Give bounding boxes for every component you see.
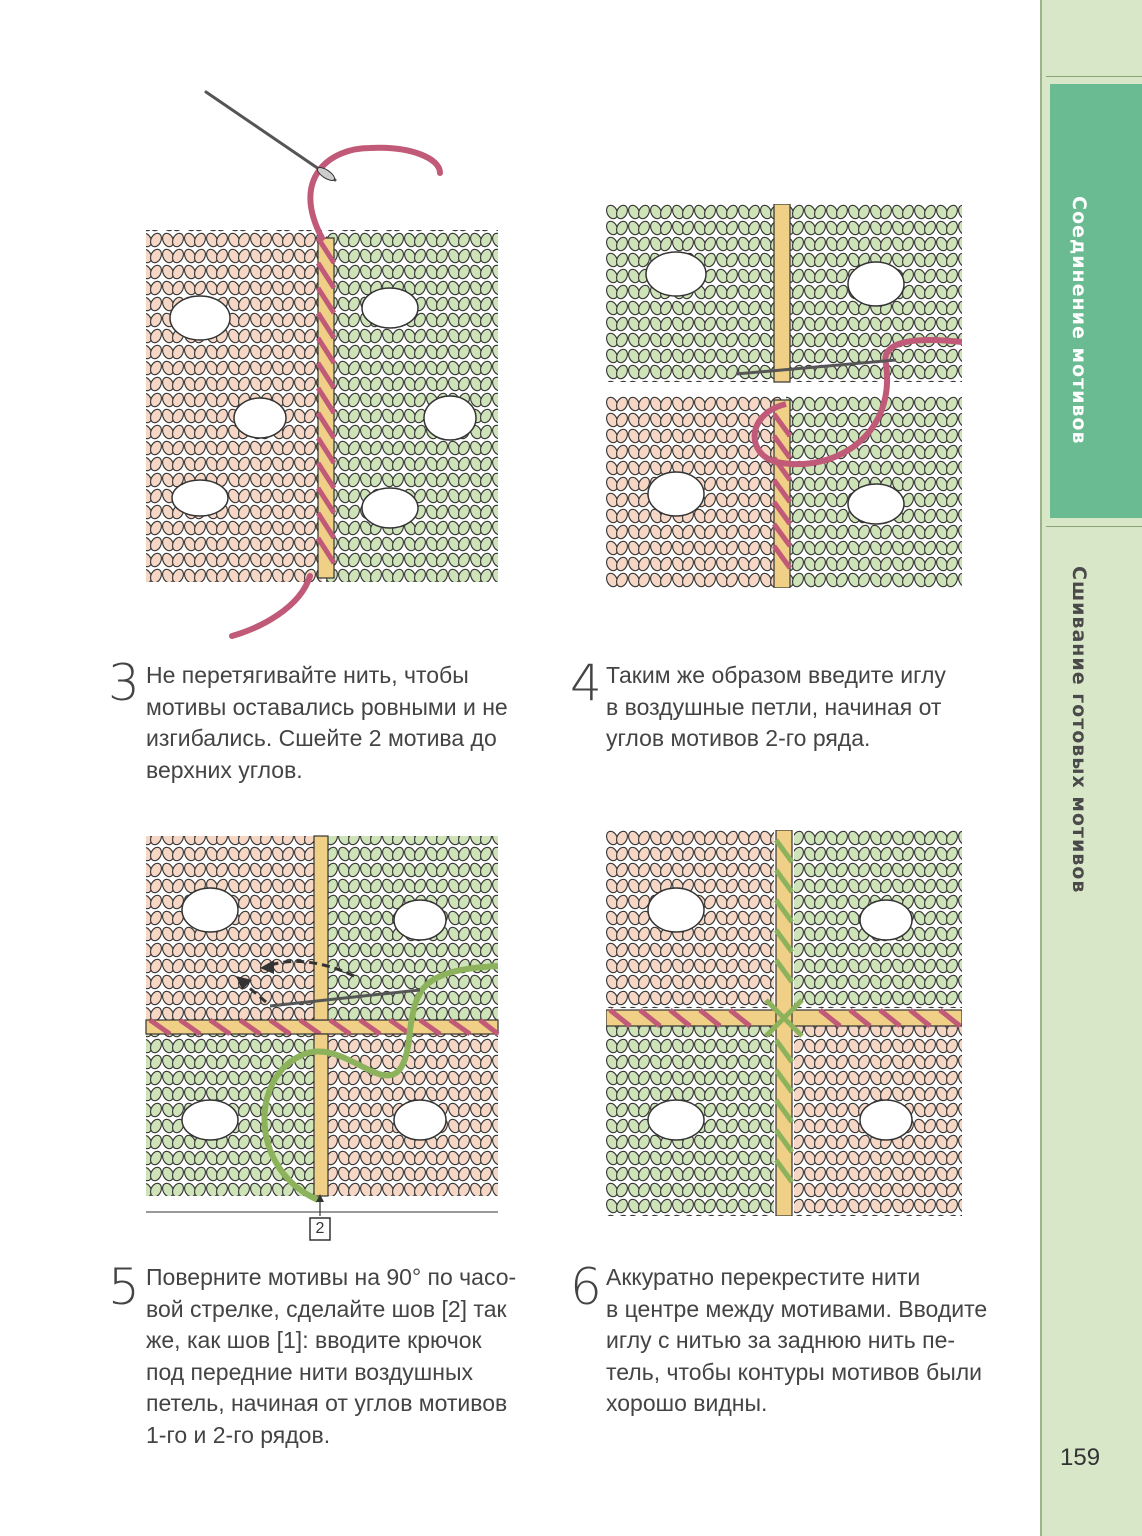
sidebar-divider (1046, 526, 1142, 527)
figure-step-5 (140, 830, 510, 1244)
step-4-number: 4 (570, 654, 602, 712)
step-4-caption: Таким же образом введите иглу в воздушные петли, начиная от углов мотивов 2-го ряда. (606, 662, 946, 751)
step-3-caption: Не перетягивайте нить, чтобы мотивы оставались ровными и не изгибались. Сшейте 2 мотива до верхних углов. (146, 662, 508, 783)
step-5-number: 5 (108, 1258, 140, 1316)
sidebar-tab-active-label: Соединение мотивов (1068, 196, 1090, 445)
figure-step-3 (140, 88, 510, 648)
step-6-number: 6 (570, 1258, 602, 1316)
sidebar-tab-inactive-label[interactable]: Сшивание готовых мотивов (1068, 566, 1090, 894)
sidebar-tab-active[interactable] (1050, 84, 1142, 518)
figure5-seam-label: 2 (315, 1220, 325, 1237)
step-5-caption: Поверните мотивы на 90° по часо- вой стрелке, сделайте шов [2] так же, как шов [1]: вводите крючок под передние нити воздушных петель, начиная от углов мотивов 1-го и 2-го рядов. (146, 1264, 517, 1448)
step-3-number: 3 (108, 654, 140, 712)
figure-step-6 (606, 830, 962, 1216)
step-6-caption: Аккуратно перекрестите нити в центре между мотивами. Вводите иглу с нитью за заднюю нить пе- тель, чтобы контуры мотивов были хорошо видны. (606, 1264, 988, 1416)
page-number: 159 (1060, 1444, 1101, 1471)
sidebar-divider (1046, 76, 1142, 77)
figure-step-4 (606, 204, 962, 588)
